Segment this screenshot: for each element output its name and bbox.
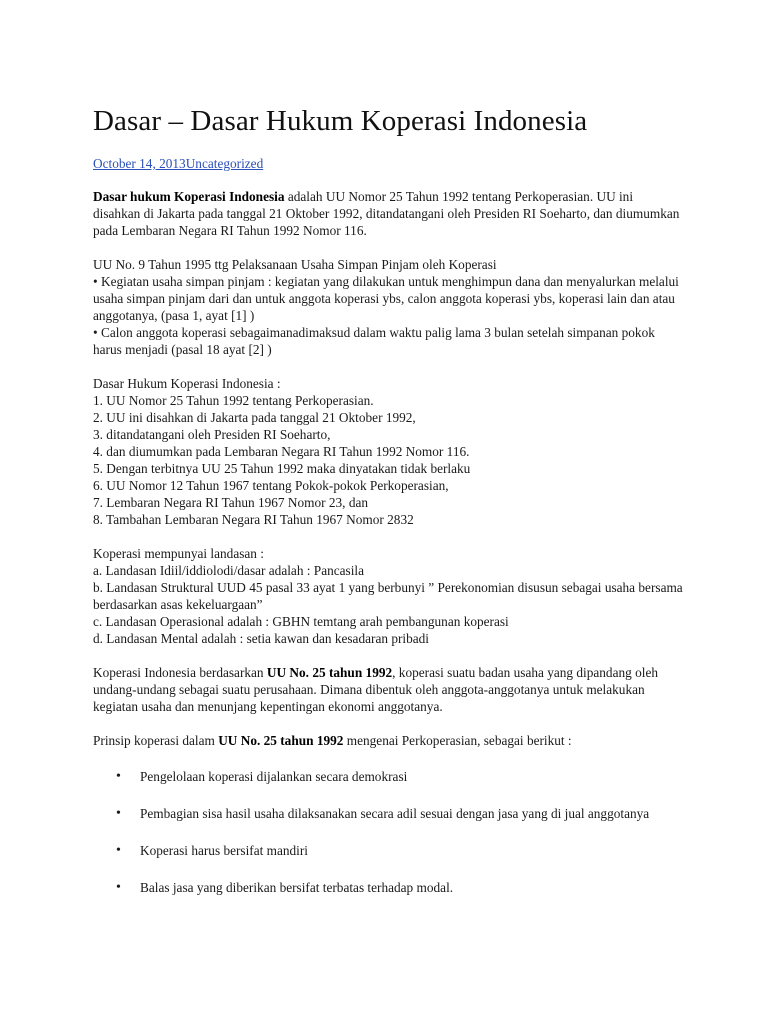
berdasarkan-bold: UU No. 25 tahun 1992 <box>266 665 393 680</box>
prinsip-paragraph <box>93 732 683 749</box>
intro-paragraph <box>93 188 683 239</box>
category-link[interactable]: Uncategorized <box>185 156 264 171</box>
landasan-item: a. Landasan Idiil/iddiolodi/dasar adalah : Pancasila <box>93 563 365 578</box>
list-item <box>93 768 683 785</box>
dasar-hukum-heading: Dasar Hukum Koperasi Indonesia : <box>93 376 281 391</box>
landasan-item: c. Landasan Operasional adalah : GBHN temtang arah pembangunan koperasi <box>93 614 509 629</box>
intro-text: adalah UU Nomor 25 Tahun 1992 tentang Perkoperasian. UU ini disahkan di Jakarta pada tanggal 21 Oktober 1992, ditandatangani oleh Presiden RI Soeharto, dan diumumkan pada Lembaran Negara RI Tahun 1992 Nomor 116. <box>93 189 680 238</box>
uu9-item: • Calon anggota koperasi sebagaimanadimaksud dalam waktu palig lama 3 bulan setelah simpanan pokok harus menjadi (pasal 18 ayat [2] ) <box>93 325 655 357</box>
bullet-icon: • <box>116 806 121 821</box>
landasan-heading: Koperasi mempunyai landasan : <box>93 546 264 561</box>
list-item <box>93 805 683 822</box>
dasar-hukum-item: 5. Dengan terbitnya UU 25 Tahun 1992 maka dinyatakan tidak berlaku <box>93 461 471 476</box>
list-item-text: Koperasi harus bersifat mandiri <box>140 843 309 858</box>
post-meta <box>93 155 683 172</box>
uu9-item: • Kegiatan usaha simpan pinjam : kegiatan yang dilakukan untuk menghimpun dana dan menyalurkan melalui usaha simpan pinjam dari dan untuk anggota koperasi ybs, calon anggota koperasi ybs, koperasi lain dan atau anggotanya, (pasa 1, ayat [1] ) <box>93 274 679 323</box>
dasar-hukum-item: 4. dan diumumkan pada Lembaran Negara RI Tahun 1992 Nomor 116. <box>93 444 470 459</box>
landasan-section <box>93 545 683 647</box>
dasar-hukum-item: 2. UU ini disahkan di Jakarta pada tanggal 21 Oktober 1992, <box>93 410 416 425</box>
dasar-hukum-item: 1. UU Nomor 25 Tahun 1992 tentang Perkoperasian. <box>93 393 374 408</box>
dasar-hukum-item: 7. Lembaran Negara RI Tahun 1967 Nomor 23, dan <box>93 495 369 510</box>
dasar-hukum-section <box>93 375 683 528</box>
list-item <box>93 879 683 896</box>
list-item-text: Pengelolaan koperasi dijalankan secara demokrasi <box>140 769 408 784</box>
dasar-hukum-item: 8. Tambahan Lembaran Negara RI Tahun 1967 Nomor 2832 <box>93 512 414 527</box>
bullet-icon: • <box>116 769 121 784</box>
dasar-hukum-item: 6. UU Nomor 12 Tahun 1967 tentang Pokok-pokok Perkoperasian, <box>93 478 449 493</box>
list-item <box>93 842 683 859</box>
prinsip-bold: UU No. 25 tahun 1992 <box>218 733 344 748</box>
list-item-text: Pembagian sisa hasil usaha dilaksanakan secara adil sesuai dengan jasa yang di jual anggotanya <box>140 806 650 821</box>
prinsip-list <box>93 768 683 896</box>
landasan-item: d. Landasan Mental adalah : setia kawan dan kesadaran pribadi <box>93 631 429 646</box>
berdasarkan-pre: Koperasi Indonesia berdasarkan <box>93 665 267 680</box>
bullet-icon: • <box>116 843 121 858</box>
berdasarkan-post: , koperasi suatu badan usaha yang dipandang oleh undang-undang sebagai suatu perusahaan. Dimana dibentuk oleh anggota-anggotanya untuk melakukan kegiatan usaha dan menunjang kepentingan ekonomi anggotanya. <box>93 665 659 714</box>
list-item-text: Balas jasa yang diberikan bersifat terbatas terhadap modal. <box>140 880 454 895</box>
uu9-heading: UU No. 9 Tahun 1995 ttg Pelaksanaan Usaha Simpan Pinjam oleh Koperasi <box>93 257 497 272</box>
prinsip-post: mengenai Perkoperasian, sebagai berikut : <box>343 733 572 748</box>
uu9-section <box>93 256 683 358</box>
post-date-link[interactable]: October 14, 2013 <box>93 156 186 171</box>
article-body <box>93 103 683 916</box>
dasar-hukum-item: 3. ditandatangani oleh Presiden RI Soeharto, <box>93 427 331 442</box>
landasan-item: b. Landasan Struktural UUD 45 pasal 33 ayat 1 yang berbunyi ” Perekonomian disusun sebagai usaha bersama berdasarkan asas kekeluargaan” <box>93 580 683 612</box>
bullet-icon: • <box>116 880 121 895</box>
intro-bold: Dasar hukum Koperasi Indonesia <box>93 189 285 204</box>
page-title: Dasar – Dasar Hukum Koperasi Indonesia <box>93 105 588 137</box>
berdasarkan-paragraph <box>93 664 683 715</box>
prinsip-pre: Prinsip koperasi dalam <box>93 733 219 748</box>
